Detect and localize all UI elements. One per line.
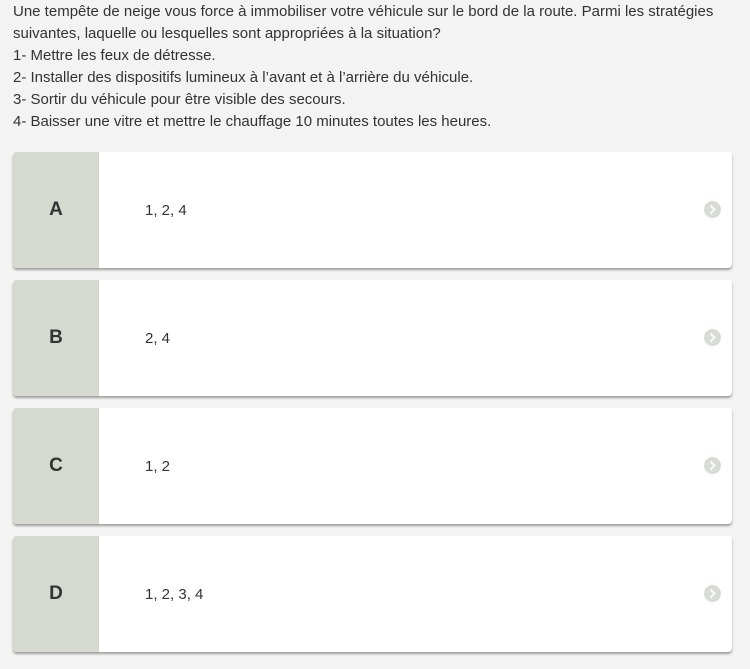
option-letter: C	[13, 408, 99, 524]
statement-4: 4- Baisser une vitre et mettre le chauffage 10 minutes toutes les heures.	[13, 113, 492, 130]
chevron-right-circle-icon	[704, 201, 721, 218]
question-stem: Une tempête de neige vous force à immobiliser votre véhicule sur le bord de la route. Parmi les stratégies suivantes, laquelle ou lesquelles sont appropriées à la situation?	[13, 3, 714, 42]
option-answer: 1, 2, 3, 4	[145, 585, 204, 603]
option-letter: A	[13, 152, 99, 268]
option-answer: 1, 2	[145, 457, 171, 475]
option-answer: 2, 4	[145, 329, 171, 347]
answer-options	[13, 152, 732, 664]
statement-2: 2- Installer des dispositifs lumineux à l’avant et à l’arrière du véhicule.	[13, 69, 474, 86]
answer-option-a[interactable]	[13, 152, 732, 268]
chevron-right-circle-icon	[704, 329, 721, 346]
question-text	[13, 1, 738, 133]
option-letter: B	[13, 280, 99, 396]
statement-1: 1- Mettre les feux de détresse.	[13, 47, 216, 64]
option-answer: 1, 2, 4	[145, 201, 187, 219]
answer-option-d[interactable]	[13, 536, 732, 652]
option-letter: D	[13, 536, 99, 652]
answer-option-c[interactable]	[13, 408, 732, 524]
chevron-right-circle-icon	[704, 457, 721, 474]
statement-3: 3- Sortir du véhicule pour être visible des secours.	[13, 91, 346, 108]
chevron-right-circle-icon	[704, 585, 721, 602]
answer-option-b[interactable]	[13, 280, 732, 396]
